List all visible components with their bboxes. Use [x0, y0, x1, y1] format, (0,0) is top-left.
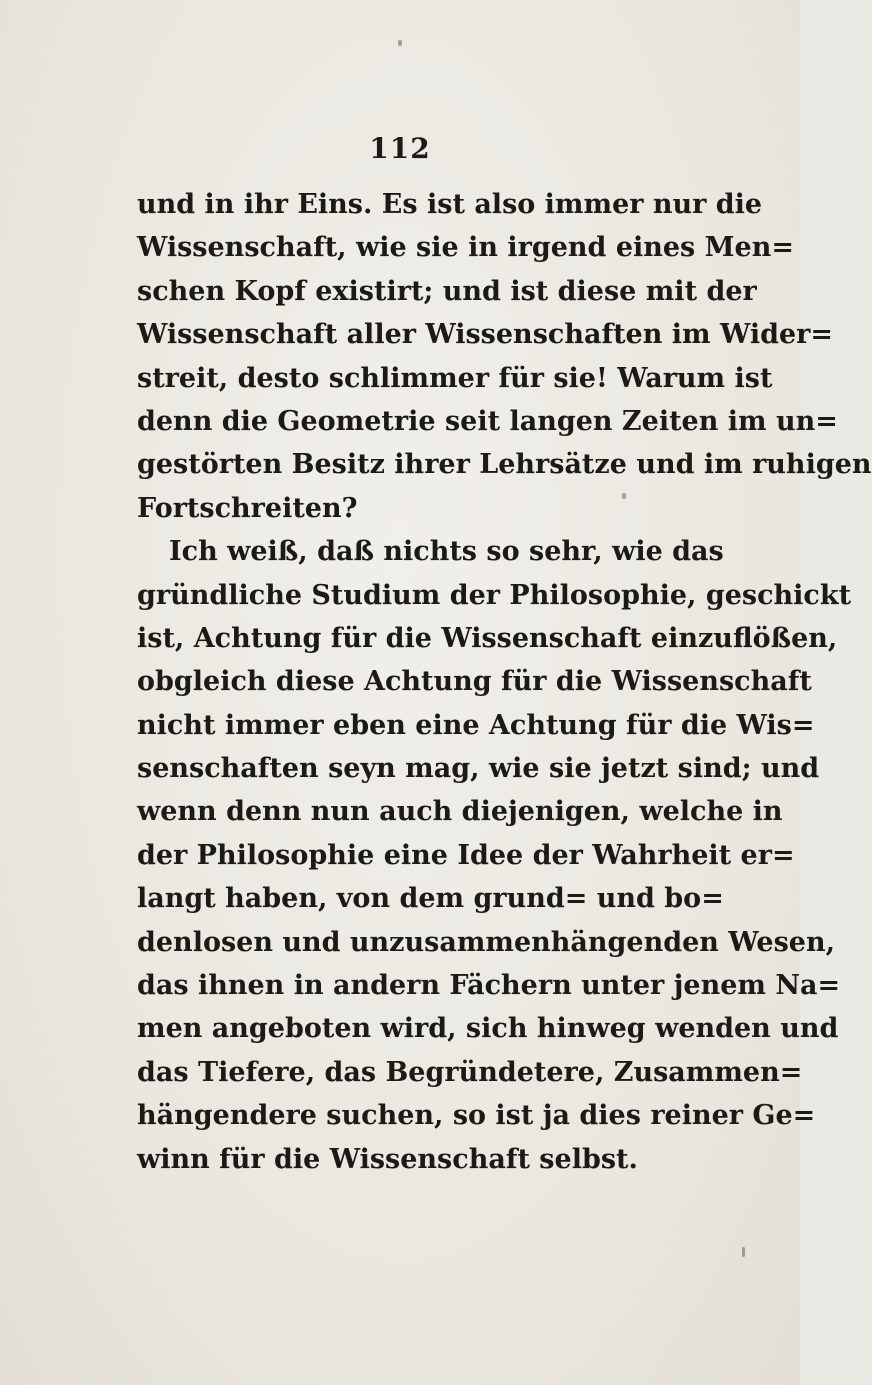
- text-line: senschaften seyn mag, wie sie jetzt sind; und: [137, 753, 820, 785]
- paper-speck: [398, 40, 402, 46]
- text-line: nicht immer eben eine Achtung für die Wis=: [137, 709, 815, 741]
- paper-speck: [622, 493, 626, 499]
- text-line: denn die Geometrie seit langen Zeiten im un=: [137, 405, 838, 437]
- text-line: das ihnen in andern Fächern unter jenem Na=: [137, 970, 841, 1002]
- text-line: winn für die Wissenschaft selbst.: [137, 1143, 638, 1175]
- text-line: Fortschreiten?: [137, 492, 358, 524]
- text-line: streit, desto schlimmer für sie! Warum ist: [137, 362, 773, 394]
- text-line: gestörten Besitz ihrer Lehrsätze und im ruhigen: [137, 449, 872, 481]
- text-line: gründliche Studium der Philosophie, geschickt: [137, 579, 852, 611]
- text-line: ist, Achtung für die Wissenschaft einzuflößen,: [137, 622, 838, 654]
- text-line: obgleich diese Achtung für die Wissenschaft: [137, 666, 812, 698]
- text-line: Wissenschaft, wie sie in irgend eines Men=: [137, 232, 794, 264]
- paper-speck: [742, 1247, 745, 1257]
- text-line: und in ihr Eins. Es ist also immer nur die: [137, 189, 763, 220]
- text-line: men angeboten wird, sich hinweg wenden und: [137, 1013, 839, 1045]
- text-line: schen Kopf existirt; und ist diese mit der: [137, 275, 757, 307]
- text-line: hängendere suchen, so ist ja dies reiner Ge=: [137, 1100, 816, 1132]
- text-line: das Tiefere, das Begründetere, Zusammen=: [137, 1056, 803, 1088]
- text-line: der Philosophie eine Idee der Wahrheit er=: [137, 839, 795, 871]
- paragraph-start-line: Ich weiß, daß nichts so sehr, wie das: [169, 536, 724, 568]
- text-line: Wissenschaft aller Wissenschaften im Wider=: [137, 319, 833, 351]
- text-line: wenn denn nun auch diejenigen, welche in: [137, 796, 783, 828]
- text-line: denlosen und unzusammenhängenden Wesen,: [137, 926, 836, 958]
- page-number: 112: [369, 132, 431, 165]
- text-line: langt haben, von dem grund= und bo=: [137, 883, 724, 915]
- body-text: [137, 183, 872, 1181]
